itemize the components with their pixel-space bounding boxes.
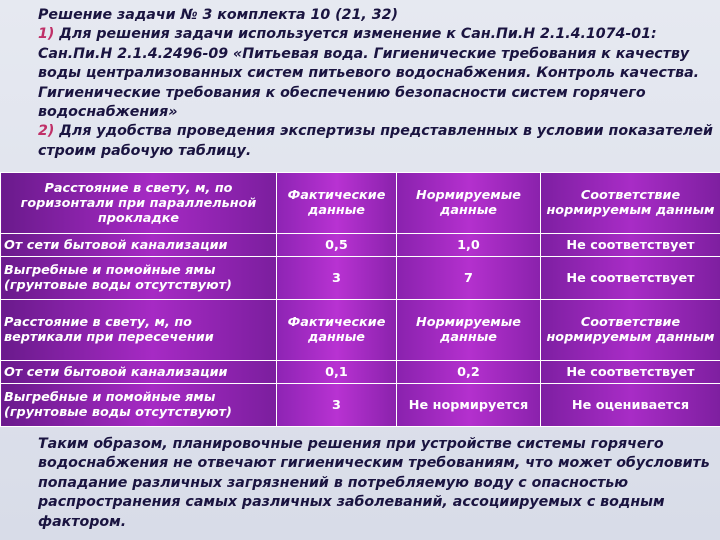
row-match: Не соответствует bbox=[541, 361, 720, 384]
task-title: Решение задачи № 3 комплекта 10 (21, 32) bbox=[38, 7, 398, 23]
header-actual: Фактические данные bbox=[277, 173, 397, 234]
row-actual: 3 bbox=[277, 257, 397, 300]
row-norm: Не нормируется bbox=[397, 384, 541, 427]
row-actual: 0,5 bbox=[277, 234, 397, 257]
conclusion-text: Таким образом, планировочные решения при устройстве системы горячего водоснабжения не отвечают гигиеническим требованиям, что может обусловить попадание различных загрязнений в потребляемую воду с опасностью распространения самых различных заболеваний, ассоциируемых с водным фактором. bbox=[38, 436, 710, 530]
row-actual: 0,1 bbox=[277, 361, 397, 384]
table-row bbox=[1, 361, 720, 384]
table-header-row bbox=[1, 173, 720, 234]
row-match: Не соответствует bbox=[541, 234, 720, 257]
row-norm: 7 bbox=[397, 257, 541, 300]
row-match: Не оценивается bbox=[541, 384, 720, 427]
item-number-2: 2) bbox=[38, 123, 55, 140]
header-norm: Нормируемые данные bbox=[397, 300, 541, 361]
row-norm: 0,2 bbox=[397, 361, 541, 384]
row-name: От сети бытовой канализации bbox=[1, 361, 277, 384]
row-name: От сети бытовой канализации bbox=[1, 234, 277, 257]
table-subheader-row bbox=[1, 300, 720, 361]
row-norm: 1,0 bbox=[397, 234, 541, 257]
header-match: Соответствие нормируемым данным bbox=[541, 173, 720, 234]
header-param-vertical: Расстояние в свету, м, по вертикали при пересечении bbox=[1, 300, 277, 361]
row-name: Выгребные и помойные ямы (грунтовые воды отсутствуют) bbox=[1, 384, 277, 427]
item-number-1: 1) bbox=[38, 26, 55, 43]
row-actual: 3 bbox=[277, 384, 397, 427]
header-norm: Нормируемые данные bbox=[397, 173, 541, 234]
table-row bbox=[1, 257, 720, 300]
intro-paragraph-1-text: Для решения задачи используется изменение к Сан.Пи.Н 2.1.4.1074-01: Сан.Пи.Н 2.1.4.2496-09 «Питьевая вода. Гигиенические требования к качеству воды централизованных систем питьевого водоснабжения. Контроль качества. Гигиенические требования к обеспечению безопасности систем горячего водоснабжения» bbox=[38, 26, 700, 121]
work-table bbox=[0, 172, 720, 427]
table-row bbox=[1, 234, 720, 257]
intro-paragraph-1 bbox=[8, 25, 714, 122]
header-actual: Фактические данные bbox=[277, 300, 397, 361]
header-match: Соответствие нормируемым данным bbox=[541, 300, 720, 361]
intro-paragraph-2 bbox=[8, 122, 714, 161]
table-row bbox=[1, 384, 720, 427]
intro-paragraph-2-text: Для удобства проведения экспертизы представленных в условии показателей строим рабочую таблицу. bbox=[38, 123, 713, 159]
row-match: Не соответствует bbox=[541, 257, 720, 300]
header-param: Расстояние в свету, м, по горизонтали при параллельной прокладке bbox=[1, 173, 277, 234]
row-name: Выгребные и помойные ямы (грунтовые воды отсутствуют) bbox=[1, 257, 277, 300]
intro-text bbox=[8, 6, 714, 161]
